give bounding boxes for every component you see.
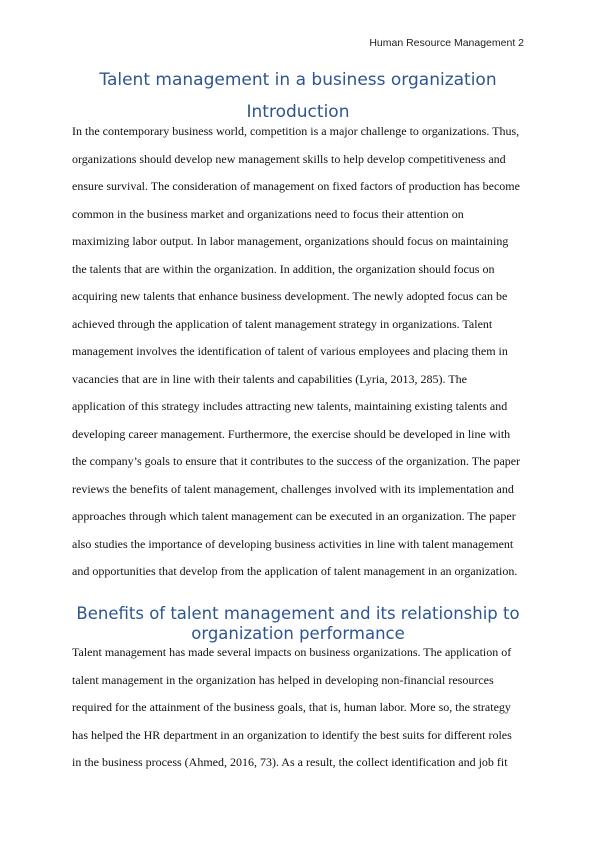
paragraph-line: ensure survival. The consideration of management on fixed factors of production has become	[72, 179, 520, 193]
paragraph-line: approaches through which talent management can be executed in an organization. The paper	[72, 509, 516, 523]
paragraph-line: application of this strategy includes attracting new talents, maintaining existing talents and	[72, 399, 508, 413]
paragraph-line: common in the business market and organizations need to focus their attention on	[72, 206, 464, 221]
paragraph-line: reviews the benefits of talent management, challenges involved with its implementation and	[72, 481, 514, 496]
paragraph-line: the company’s goals to ensure that it contributes to the success of the organization. The paper	[72, 454, 521, 468]
paragraph-line: In the contemporary business world, competition is a major challenge to organizations. Thus,	[72, 124, 520, 138]
paragraph-line: in the business process (Ahmed, 2016, 73). As a result, the collect identification and job fit	[72, 755, 508, 769]
paragraph-line: developing career management. Furthermore, the exercise should be developed in line with	[72, 426, 511, 441]
running-header: Human Resource Management 2	[369, 37, 524, 49]
section-heading-introduction: Introduction	[246, 102, 350, 122]
paragraph-line: the talents that are within the organization. In addition, the organization should focus on	[72, 261, 495, 276]
paragraph-line: Talent management has made several impacts on business organizations. The application of	[72, 645, 512, 659]
introduction-paragraph	[72, 124, 527, 592]
paragraph-line: also studies the importance of developing business activities in line with talent management	[72, 536, 514, 551]
paragraph-line: maximizing labor output. In labor management, organizations should focus on maintaining	[72, 234, 509, 248]
paragraph-line: talent management in the organization has helped in developing non-financial resources	[72, 672, 494, 687]
paragraph-line: has helped the HR department in an organization to identify the best suits for different roles	[72, 727, 512, 742]
paragraph-line: organizations should develop new management skills to help develop competitiveness and	[72, 151, 506, 166]
section-heading-benefits-line1: Benefits of talent management and its relationship to	[76, 604, 520, 623]
section-heading-benefits-line2: organization performance	[191, 624, 405, 643]
section-heading-benefits	[72, 604, 524, 644]
paragraph-line: management involves the identification of talent of various employees and placing them in	[72, 344, 508, 358]
paragraph-line: vacancies that are in line with their talents and capabilities (Lyria, 2013, 285). The	[72, 371, 467, 386]
document-title: Talent management in a business organization	[99, 70, 497, 90]
paragraph-line: required for the attainment of the business goals, that is, human labor. More so, the strategy	[72, 700, 511, 714]
paragraph-line: acquiring new talents that enhance business development. The newly adopted focus can be	[72, 289, 508, 303]
paragraph-line: and opportunities that develop from the application of talent management in an organization.	[72, 564, 518, 578]
paragraph-line: achieved through the application of talent management strategy in organizations. Talent	[72, 316, 493, 331]
benefits-paragraph	[72, 645, 527, 783]
